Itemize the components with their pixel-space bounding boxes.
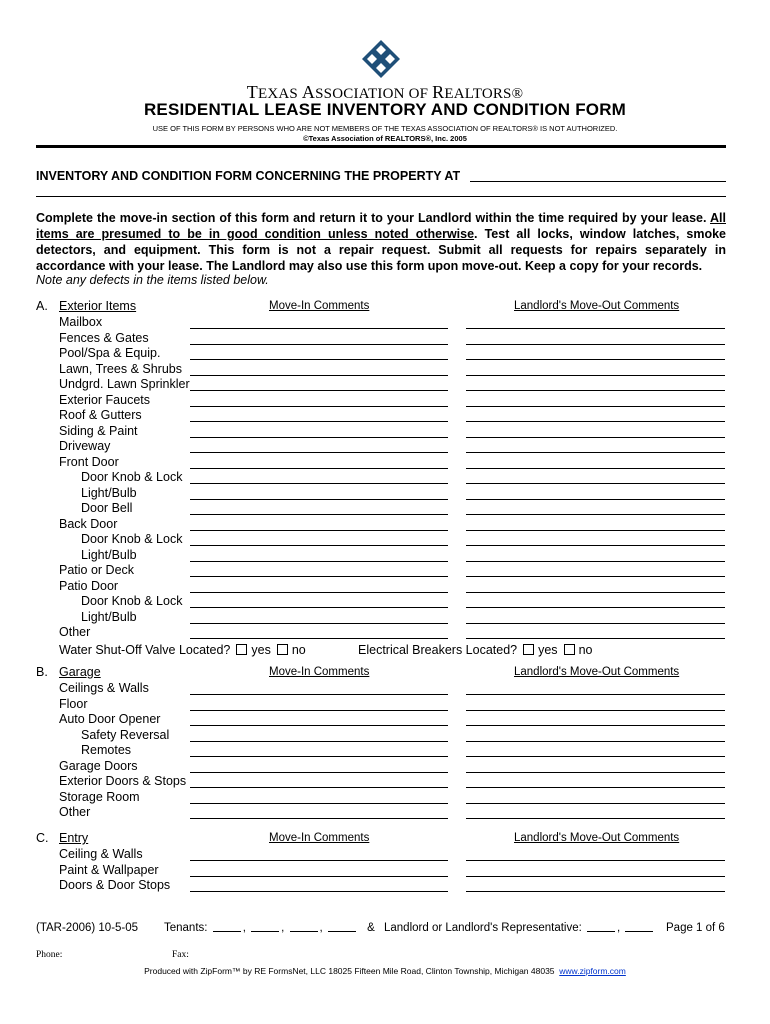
header-rule <box>36 145 726 148</box>
move-in-comment-field[interactable] <box>190 638 448 639</box>
item-label: Doors & Door Stops <box>59 878 171 892</box>
move-out-header: Landlord's Move-Out Comments <box>514 300 680 312</box>
move-in-comment-field[interactable] <box>190 375 448 376</box>
instructions: Complete the move-in section of this form and return it to your Landlord within the time required by your lease. All items are presumed to be in good condition unless noted otherwise. Test all locks, window latches, smoke detectors, and equipment. This form is not a repair request. Submit all requests for repairs separately in accordance with your lease. The Landlord may also use this form upon move-out. Keep a copy for your records. <box>36 211 726 273</box>
move-out-comment-field[interactable] <box>466 860 725 861</box>
move-out-comment-field[interactable] <box>466 344 725 345</box>
move-in-comment-field[interactable] <box>190 452 448 453</box>
move-in-header: Move-In Comments <box>269 666 370 678</box>
move-out-comment-field[interactable] <box>466 545 725 546</box>
item-label: Storage Room <box>59 789 140 804</box>
section-b-letter: B. <box>36 665 48 679</box>
item-label: Safety Reversal <box>81 727 170 742</box>
move-out-comment-field[interactable] <box>466 421 725 422</box>
section-b-title: Garage <box>59 665 101 679</box>
item-label: Lawn, Trees & Shrubs <box>59 361 182 376</box>
move-out-comment-field[interactable] <box>466 638 725 639</box>
move-out-comment-field[interactable] <box>466 772 725 773</box>
water-yes-checkbox[interactable] <box>236 644 247 655</box>
move-in-header: Move-In Comments <box>269 300 370 312</box>
item-label: Back Door <box>59 516 118 531</box>
move-in-comment-field[interactable] <box>190 787 448 788</box>
move-in-comment-field[interactable] <box>190 437 448 438</box>
move-out-comment-field[interactable] <box>466 390 725 391</box>
note: Note any defects in the items listed below. <box>36 273 269 287</box>
zipform-link[interactable]: www.zipform.com <box>559 966 626 976</box>
item-label: Exterior Faucets <box>59 392 151 407</box>
item-label: Garage Doors <box>59 758 138 773</box>
property-label: INVENTORY AND CONDITION FORM CONCERNING THE PROPERTY AT <box>36 169 461 183</box>
move-out-comment-field[interactable] <box>466 483 725 484</box>
item-label: Auto Door Opener <box>59 712 161 726</box>
move-out-comment-field[interactable] <box>466 756 725 757</box>
item-label: Patio Door <box>59 578 119 593</box>
move-out-comment-field[interactable] <box>466 818 725 819</box>
move-out-header: Landlord's Move-Out Comments <box>514 832 680 844</box>
phone-label: Phone: <box>36 950 63 960</box>
item-label: Paint & Wallpaper <box>59 862 159 877</box>
move-out-comment-field[interactable] <box>466 452 725 453</box>
item-label: Door Knob & Lock <box>81 470 183 484</box>
item-label: Light/Bulb <box>81 609 137 624</box>
item-label: Door Knob & Lock <box>81 532 183 546</box>
move-out-comment-field[interactable] <box>466 710 725 711</box>
move-in-comment-field[interactable] <box>190 725 448 726</box>
item-label: Floor <box>59 696 88 711</box>
tenant-initial-4[interactable] <box>328 922 356 932</box>
move-in-comment-field[interactable] <box>190 561 448 562</box>
move-in-comment-field[interactable] <box>190 576 448 577</box>
move-in-comment-field[interactable] <box>190 514 448 515</box>
water-shutoff-question: Water Shut-Off Valve Located? yes no <box>59 643 306 657</box>
move-out-comment-field[interactable] <box>466 530 725 531</box>
section-c-letter: C. <box>36 831 49 845</box>
item-label: Fences & Gates <box>59 330 149 345</box>
move-out-comment-field[interactable] <box>466 561 725 562</box>
move-out-comment-field[interactable] <box>466 406 725 407</box>
tenants-initials: Tenants: , , , & Landlord or Landlord's Representative: , <box>164 922 655 934</box>
item-label: Mailbox <box>59 315 103 329</box>
property-address-field-2[interactable] <box>36 196 726 197</box>
move-in-comment-field[interactable] <box>190 876 448 877</box>
move-out-comment-field[interactable] <box>466 623 725 624</box>
move-in-comment-field[interactable] <box>190 756 448 757</box>
electrical-yes-checkbox[interactable] <box>523 644 534 655</box>
move-out-comment-field[interactable] <box>466 359 725 360</box>
move-in-comment-field[interactable] <box>190 710 448 711</box>
move-out-comment-field[interactable] <box>466 437 725 438</box>
item-label: Door Knob & Lock <box>81 594 183 608</box>
move-in-comment-field[interactable] <box>190 772 448 773</box>
property-address-field[interactable] <box>470 181 726 182</box>
move-in-comment-field[interactable] <box>190 468 448 469</box>
texas-realtors-logo <box>362 40 400 78</box>
item-label: Roof & Gutters <box>59 408 142 422</box>
move-in-comment-field[interactable] <box>190 328 448 329</box>
form-id: (TAR-2006) 10-5-05 <box>36 922 139 934</box>
item-label: Ceiling & Walls <box>59 847 143 861</box>
move-in-comment-field[interactable] <box>190 359 448 360</box>
item-label: Other <box>59 625 91 639</box>
tenant-initial-3[interactable] <box>290 922 318 932</box>
move-out-comment-field[interactable] <box>466 891 725 892</box>
move-in-comment-field[interactable] <box>190 891 448 892</box>
item-label: Ceilings & Walls <box>59 681 149 695</box>
move-in-comment-field[interactable] <box>190 860 448 861</box>
move-in-comment-field[interactable] <box>190 545 448 546</box>
move-in-comment-field[interactable] <box>190 803 448 804</box>
move-out-comment-field[interactable] <box>466 694 725 695</box>
section-a-letter: A. <box>36 299 48 313</box>
item-label: Patio or Deck <box>59 563 135 577</box>
move-out-comment-field[interactable] <box>466 328 725 329</box>
move-in-comment-field[interactable] <box>190 344 448 345</box>
item-label: Siding & Paint <box>59 423 138 438</box>
water-no-checkbox[interactable] <box>277 644 288 655</box>
move-out-comment-field[interactable] <box>466 499 725 500</box>
item-label: Driveway <box>59 439 111 453</box>
item-label: Pool/Spa & Equip. <box>59 346 161 360</box>
move-in-comment-field[interactable] <box>190 483 448 484</box>
move-in-comment-field[interactable] <box>190 818 448 819</box>
item-label: Undgrd. Lawn Sprinkler <box>59 377 190 391</box>
landlord-initial-1[interactable] <box>587 922 615 932</box>
move-in-header: Move-In Comments <box>269 832 370 844</box>
produced-by: Produced with ZipForm™ by RE FormsNet, LLC 18025 Fifteen Mile Road, Clinton Township, Michigan 48035 www.zipform.com <box>144 966 626 976</box>
move-in-comment-field[interactable] <box>190 499 448 500</box>
move-out-comment-field[interactable] <box>466 787 725 788</box>
move-out-comment-field[interactable] <box>466 592 725 593</box>
electrical-no-checkbox[interactable] <box>564 644 575 655</box>
item-label: Front Door <box>59 454 119 469</box>
move-in-comment-field[interactable] <box>190 607 448 608</box>
section-a-title: Exterior Items <box>59 299 137 313</box>
fax-label: Fax: <box>172 950 189 960</box>
landlord-initial-2[interactable] <box>625 922 653 932</box>
item-label: Other <box>59 805 91 819</box>
move-out-comment-field[interactable] <box>466 514 725 515</box>
move-in-comment-field[interactable] <box>190 406 448 407</box>
move-in-comment-field[interactable] <box>190 623 448 624</box>
move-out-header: Landlord's Move-Out Comments <box>514 666 680 678</box>
tenant-initial-1[interactable] <box>213 922 241 932</box>
form-title: RESIDENTIAL LEASE INVENTORY AND CONDITION FORM <box>143 100 627 119</box>
move-out-comment-field[interactable] <box>466 725 725 726</box>
section-c-title: Entry <box>59 831 89 845</box>
tenant-initial-2[interactable] <box>251 922 279 932</box>
move-in-comment-field[interactable] <box>190 592 448 593</box>
item-label: Light/Bulb <box>81 547 137 562</box>
copyright: ©Texas Association of REALTORS®, Inc. 2005 <box>303 134 467 143</box>
electrical-breakers-question: Electrical Breakers Located? yes no <box>358 643 593 657</box>
usage-notice: USE OF THIS FORM BY PERSONS WHO ARE NOT MEMBERS OF THE TEXAS ASSOCIATION OF REALTORS® IS NOT AUTHORIZED. <box>152 124 618 133</box>
move-out-comment-field[interactable] <box>466 468 725 469</box>
move-out-comment-field[interactable] <box>466 607 725 608</box>
move-out-comment-field[interactable] <box>466 803 725 804</box>
move-out-comment-field[interactable] <box>466 375 725 376</box>
move-out-comment-field[interactable] <box>466 576 725 577</box>
move-out-comment-field[interactable] <box>466 741 725 742</box>
item-label: Exterior Doors & Stops <box>59 774 187 788</box>
move-in-comment-field[interactable] <box>190 741 448 742</box>
item-label: Remotes <box>81 743 132 757</box>
page-number: Page 1 of 6 <box>666 922 725 934</box>
item-label: Light/Bulb <box>81 485 137 500</box>
move-in-comment-field[interactable] <box>190 421 448 422</box>
move-out-comment-field[interactable] <box>466 876 725 877</box>
move-in-comment-field[interactable] <box>190 530 448 531</box>
item-label: Door Bell <box>81 501 133 515</box>
move-in-comment-field[interactable] <box>190 694 448 695</box>
organization-name: TEXAS ASSOCIATION OF REALTORS® <box>246 82 524 102</box>
move-in-comment-field[interactable] <box>190 390 448 391</box>
